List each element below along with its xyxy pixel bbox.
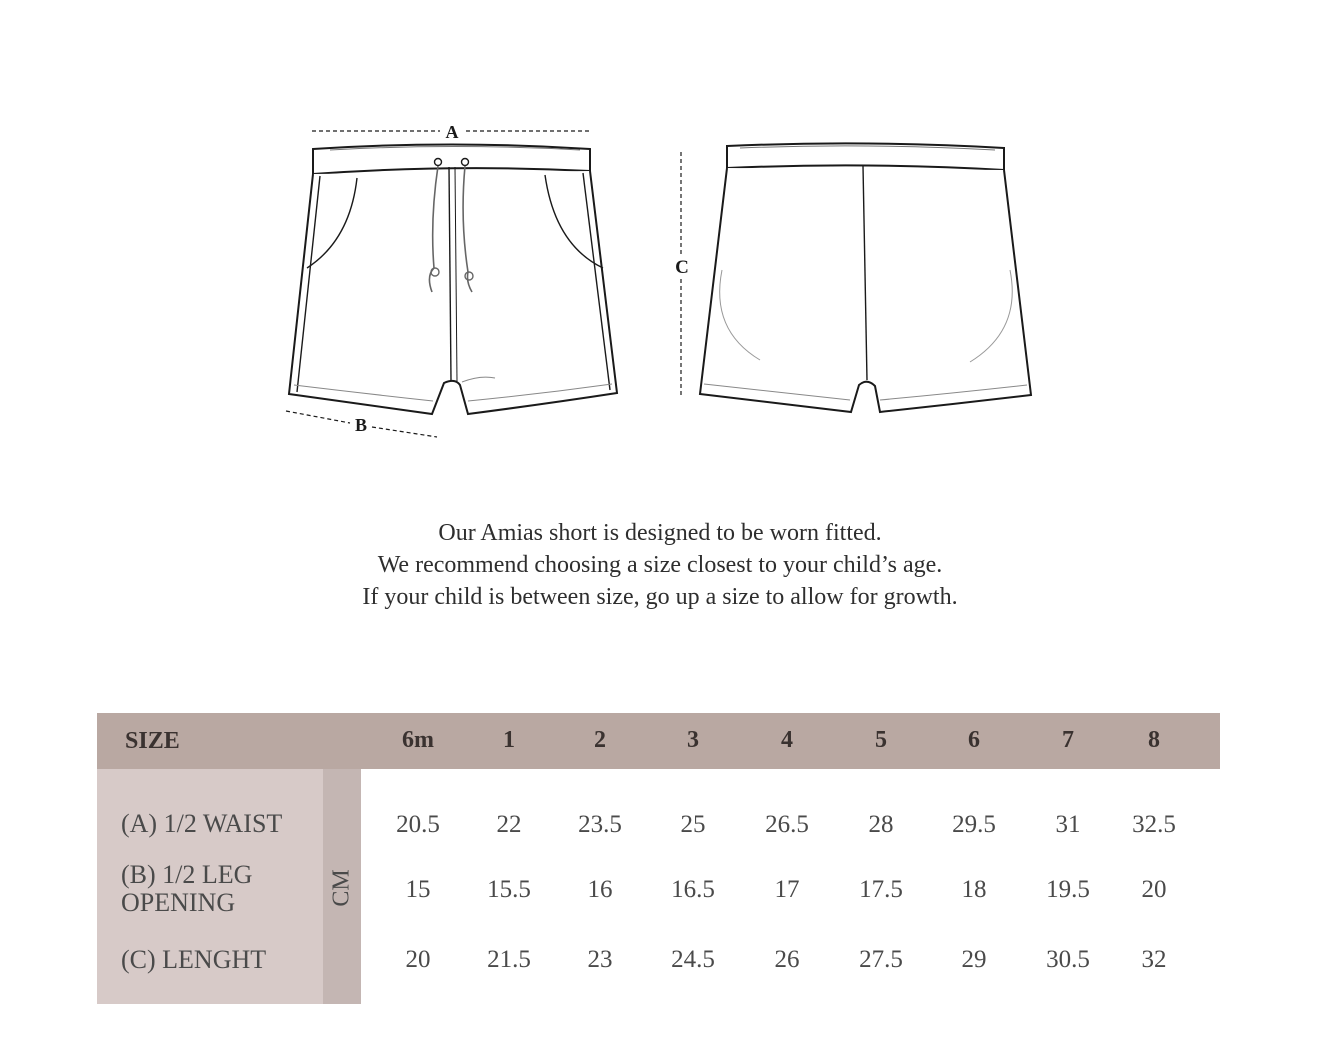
table-cell: 24.5 [671,946,715,973]
table-cell: 31 [1055,811,1081,838]
table-cell: 17.5 [859,876,903,903]
size-header-cell: 6 [968,727,980,753]
table-cell: 29.5 [952,811,996,838]
fit-guidance [0,517,1320,613]
measurement-label-b: B [354,415,368,435]
size-header-cell: 4 [781,727,793,753]
unit-column [323,769,361,1004]
row-label-waist [121,810,282,838]
fit-guidance-line-3: If your child is between size, go up a size to allow for growth. [362,584,958,610]
row-label-line: (A) 1/2 WAIST [121,809,283,838]
table-cell: 30.5 [1046,946,1090,973]
row-label-line: (C) LENGHT [121,945,267,974]
table-cell: 17 [774,876,800,903]
table-cell: 32.5 [1132,811,1176,838]
table-cell: 27.5 [859,946,903,973]
size-header-cell: 5 [875,727,887,753]
table-cell: 26 [774,946,800,973]
table-cell: 20.5 [396,811,440,838]
size-chart-table [97,713,1220,1004]
size-header-cell: 1 [503,727,515,753]
table-cell: 25 [680,811,706,838]
table-cell: 16.5 [671,876,715,903]
size-header-cell: 6m [402,727,434,753]
size-header-cell: 7 [1062,727,1074,753]
size-header-cell: 8 [1148,727,1160,753]
measurement-label-column [97,769,323,1004]
table-cell: 16 [587,876,613,903]
table-cell: 19.5 [1046,876,1090,903]
row-label-line: OPENING [121,888,236,917]
back-view-shorts [681,143,1031,412]
fit-guidance-line-2: We recommend choosing a size closest to your child’s age. [377,552,943,578]
table-cell: 21.5 [487,946,531,973]
table-cell: 15 [405,876,431,903]
size-header-label: SIZE [125,728,180,754]
size-header-cell: 3 [687,727,699,753]
measurement-label-c: C [675,257,689,278]
table-cell: 29 [961,946,987,973]
table-cell: 22 [496,811,522,838]
fit-guidance-line-1: Our Amias short is designed to be worn fitted. [438,520,882,546]
size-header-cell: 2 [594,727,606,753]
size-header-row [97,713,1220,769]
table-cell: 23.5 [578,811,622,838]
table-cell: 26.5 [765,811,809,838]
row-label-leg-opening [121,861,252,917]
front-view-shorts [286,131,617,437]
row-label-length [121,946,266,974]
measurement-label-a: A [445,122,459,142]
row-label-line: (B) 1/2 LEG [121,860,253,889]
table-cell: 20 [405,946,431,973]
table-cell: 28 [868,811,894,838]
shorts-technical-drawing [0,0,1320,470]
table-cell: 18 [961,876,987,903]
table-cell: 32 [1141,946,1167,973]
unit-label: CM [328,869,355,907]
table-cell: 23 [587,946,613,973]
table-cell: 15.5 [487,876,531,903]
table-cell: 20 [1141,876,1167,903]
